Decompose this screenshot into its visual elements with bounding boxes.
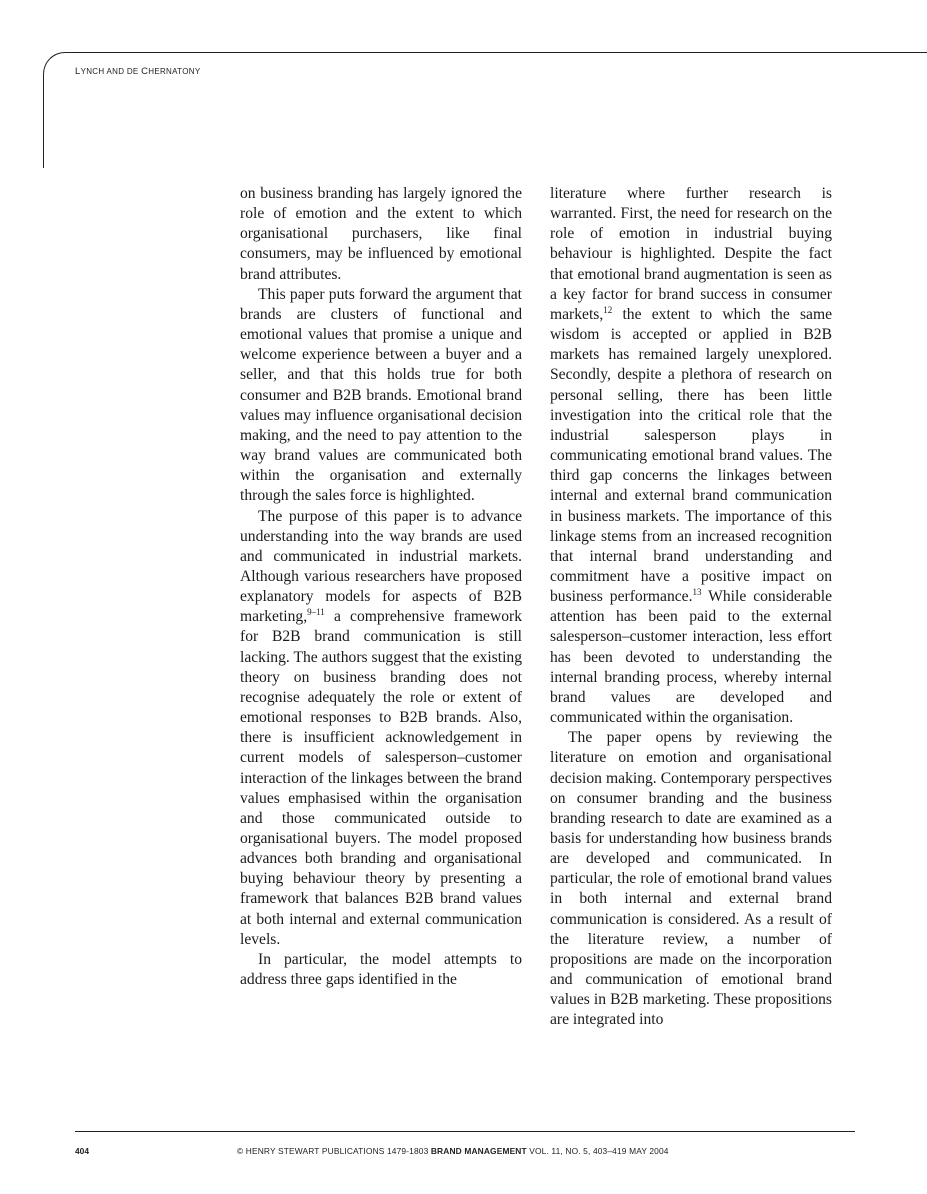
journal-title: BRAND MANAGEMENT: [430, 1146, 527, 1156]
paragraph: [240, 507, 522, 950]
running-head-initial-2: C: [141, 66, 149, 77]
publisher-prefix: © HENRY STEWART PUBLICATIONS 1479-1803: [237, 1146, 431, 1156]
paragraph: [550, 184, 832, 728]
footer-rule: [75, 1131, 855, 1132]
right-column: [550, 184, 832, 1031]
paragraph-text: a comprehensive framework for B2B brand communication is still lacking. The authors suggest that the existing theory on business branding does not recognise adequately the role or extent of emotional responses to B2B brands. Also, there is insufficient acknowledgement in current models of salesperson–customer interaction of the linkages between the brand values emphasised within the organisation and those communicated outside to organisational buyers. The model proposed advances both branding and organisational buying behaviour theory by presenting a framework that balances B2B brand values at both internal and external communication levels.: [240, 608, 522, 948]
running-head-initial-1: L: [75, 66, 81, 77]
publisher-line: [237, 1146, 669, 1156]
paragraph-text: literature where further research is warranted. First, the need for research on the role of emotion in industrial buying behaviour is highlighted. Despite the fact that emotional brand augmentation is seen as a key factor for brand success in consumer markets,: [550, 185, 832, 323]
paragraph-text: the extent to which the same wisdom is accepted or applied in B2B markets has remained largely unexplored. Secondly, despite a plethora of research on personal selling, there has been little investigation into the critical role that the industrial salesperson plays in communicating emotional brand values. The third gap concerns the linkages between internal and external brand communication in business markets. The importance of this linkage stems from an increased recognition that internal brand understanding and commitment have a positive impact on business performance.: [550, 305, 832, 606]
citation-superscript: 12: [603, 304, 613, 315]
citation-superscript: 13: [692, 587, 702, 598]
running-head: [75, 66, 200, 77]
citation-superscript: 9–11: [307, 607, 325, 618]
running-head-smallcaps-2: HERNATONY: [148, 67, 201, 76]
left-column: [240, 184, 522, 990]
paragraph: The paper opens by reviewing the literature on emotion and organisational decision making. Contemporary perspectives on consumer branding and the business branding research to date are examined as a basis for understanding how business brands are developed and communicated. In particular, the role of emotional brand values in both internal and external brand communication is considered. As a result of the literature review, a number of propositions are made on the incorporation and communication of emotional brand values in B2B marketing. These propositions are integrated into: [550, 729, 832, 1029]
issue-info: VOL. 11, NO. 5, 403–419 MAY 2004: [526, 1146, 669, 1156]
paragraph-text: The purpose of this paper is to advance understanding into the way brands are used and communicated in industrial markets. Although various researchers have proposed explanatory models for aspects of B2B marketing,: [240, 507, 522, 626]
paragraph: In particular, the model attempts to address three gaps identified in the: [240, 950, 522, 989]
paragraph: This paper puts forward the argument that brands are clusters of functional and emotional values that promise a unique and welcome experience between a buyer and a seller, and that this holds true for both consumer and B2B brands. Emotional brand values may influence organisational decision making, and the need to pay attention to the way brand values are communicated both within the organisation and externally through the sales force is highlighted.: [240, 285, 522, 505]
paragraph: on business branding has largely ignored the role of emotion and the extent to which organisational purchasers, like final consumers, may be influenced by emotional brand attributes.: [240, 185, 522, 283]
running-head-smallcaps-1: YNCH AND DE: [80, 67, 142, 76]
page-number: 404: [75, 1146, 89, 1156]
page-frame-mask: [40, 168, 50, 268]
paragraph-text: While considerable attention has been paid to the external salesperson–customer interaction, less effort has been devoted to understanding the internal branding process, whereby internal brand values are developed and communicated within the organisation.: [550, 588, 832, 727]
